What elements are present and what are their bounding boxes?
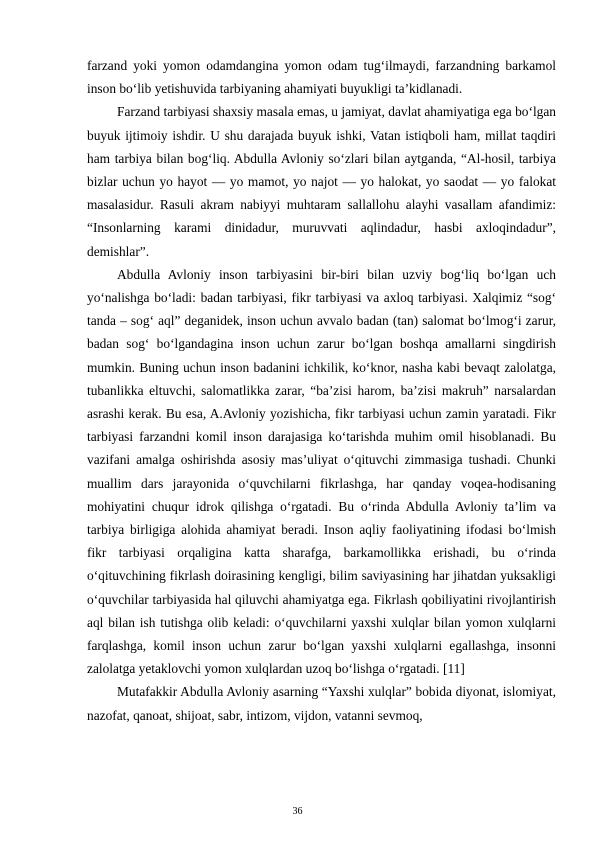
paragraph-good-morals: Mutafakkir Abdulla Avloniy asarning “Yaxshi xulqlar” bobida diyonat, islomiyat, nazofat, qanoat, shijoat, sabr, intizom, vijdon, vatanni sevmoq, — [87, 684, 556, 723]
page-number: 36 — [292, 806, 303, 817]
paragraph-three-directions: Abdulla Avloniy inson tarbiyasini bir-biri bilan uzviy bog‘liq bo‘lgan uch yo‘nalishga bo‘ladi: badan tarbiyasi, fikr tarbiyasi va axloq tarbiyasi. Xalqimiz “sog‘ tanda – sog‘ aql” deganidek, inson uchun avvalo badan (tan) salomat bo‘lmog‘i zarur, badan sog‘ bo‘lgandagina inson uchun zarur bo‘lgan boshqa amallarni singdirish mumkin. Buning uchun inson badanini ichkilik, ko‘knor, nasha kabi bevaqt zalolatga, tubanlikka eltuvchi, salomatlikka zarar, “ba’zisi harom, ba’zisi makruh” narsalardan asrashi kerak. Bu esa, A.Avloniy yozishicha, fikr tarbiyasi uchun zamin yaratadi. Fikr tarbiyasi farzandni komil inson darajasiga ko‘tarishda muhim omil hisoblanadi. Bu vazifani amalga oshirishda asosiy mas’uliyat o‘qituvchi zimmasiga tushadi. Chunki muallim dars jarayonida o‘quvchilarni fikrlashga, har qanday voqea-hodisaning mohiyatini chuqur idrok qilishga o‘rgatadi. Bu o‘rinda Abdulla Avloniy ta’lim va tarbiya birligiga alohida ahamiyat beradi. Inson aqliy faoliyatining ifodasi bo‘lmish fikr tarbiyasi orqaligina katta sharafga, barkamollikka erishadi, bu o‘rinda o‘qituvchining fikrlash doirasining kengligi, bilim saviyasining har jihatdan yuksakligi o‘quvchilar tarbiyasida hal qiluvchi ahamiyatga ega. Fikrlash qobiliyatini rivojlantirish aql bilan ish tutishga olib keladi: o‘quvchilarni yaxshi xulqlar bilan yomon xulqlarni farqlashga, komil inson uchun zarur bo‘lgan yaxshi xulqlarni egallashga, insonni zalolatga yetaklovchi yomon xulqlardan uzoq bo‘lishga o‘rgatadi. [11] — [87, 266, 556, 677]
document-body — [87, 54, 556, 727]
paragraph-upbringing-importance: Farzand tarbiyasi shaxsiy masala emas, u jamiyat, davlat ahamiyatiga ega bo‘lgan buyuk ijtimoiy ishdir. U shu darajada buyuk ishki, Vatan istiqboli ham, millat taqdiri ham tarbiya bilan bog‘liq. Abdulla Avloniy so‘zlari bilan aytganda, “Al-hosil, tarbiya bizlar uchun yo hayot — yo mamot, yo najot — yo halokat, yo saodat — yo falokat masalasidur. Rasuli akram nabiyyi muhtaram sallallohu alayhi vasallam afandimiz: “Insonlarning karami dinidadur, muruvvati aqlindadur, hasbi axloqindadur”, demishlar”. — [87, 104, 556, 259]
paragraph-continuation: farzand yoki yomon odamdangina yomon odam tug‘ilmaydi, farzandning barkamol inson bo‘lib yetishuvida tarbiyaning ahamiyati buyukligi ta’kidlanadi. — [87, 58, 556, 97]
